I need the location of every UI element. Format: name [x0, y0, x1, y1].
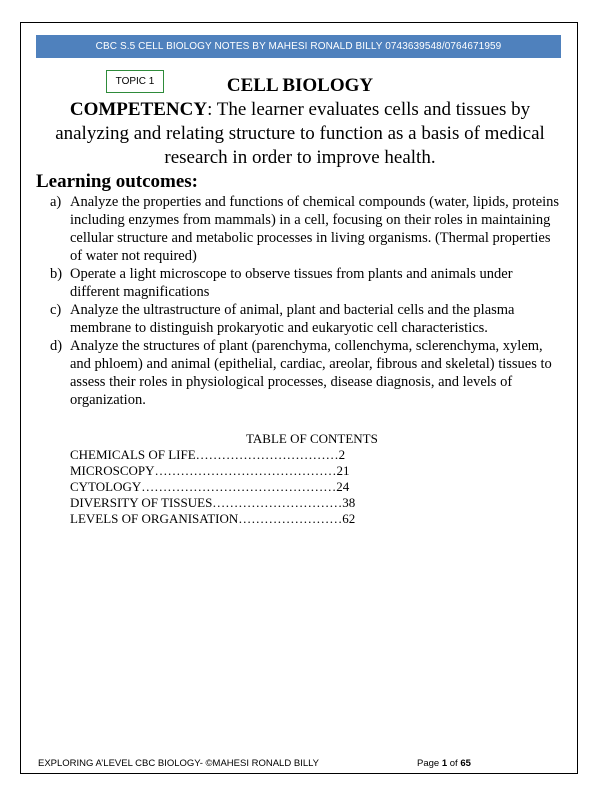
page-number	[417, 758, 471, 769]
toc-entry[interactable]: CHEMICALS OF LIFE……………………………2	[70, 447, 346, 462]
toc-entry[interactable]: DIVERSITY OF TISSUES…………………………38	[70, 495, 356, 510]
header-band	[36, 35, 561, 58]
header-text: CBC S.5 CELL BIOLOGY NOTES BY MAHESI RONALD BILLY 0743639548/0764671959	[95, 41, 502, 52]
list-marker: c)	[50, 302, 62, 318]
toc-entry[interactable]: MICROSCOPY……………………………………21	[70, 463, 350, 478]
list-item	[50, 265, 564, 301]
toc-title: TABLE OF CONTENTS	[246, 431, 378, 446]
topic-label	[106, 70, 164, 93]
list-marker: b)	[50, 266, 63, 282]
outcome-text: Analyze the ultrastructure of animal, plant and bacterial cells and the plasma membrane to distinguish prokaryotic and eukaryotic cell characteristics.	[70, 302, 515, 336]
page-prefix: Page	[417, 758, 442, 769]
page-title: CELL BIOLOGY	[226, 75, 374, 96]
list-marker: a)	[50, 194, 62, 210]
outcome-text: Operate a light microscope to observe tissues from plants and animals under different magnifications	[70, 266, 513, 300]
list-item	[50, 337, 564, 409]
toc-entry[interactable]: LEVELS OF ORGANISATION……………………62	[70, 511, 356, 526]
topic-label-text: TOPIC 1	[115, 76, 155, 87]
footer-credit: EXPLORING A’LEVEL CBC BIOLOGY- ©MAHESI RONALD BILLY	[38, 758, 320, 769]
competency-text: : The learner evaluates cells and tissues by analyzing and relating structure to function as a basis of medical research in order to improve health.	[55, 99, 545, 168]
list-item	[50, 193, 564, 265]
page-current: 1	[441, 758, 448, 769]
competency-label: COMPETENCY	[69, 99, 208, 120]
table-of-contents	[70, 447, 355, 527]
outcome-text: Analyze the structures of plant (parenchyma, collenchyma, sclerenchyma, xylem, and phloem) and animal (epithelial, cardiac, areolar, fibrous and skeletal) tissues to assess their roles in physiological processes, disease diagnosis, and levels of organization.	[70, 338, 552, 408]
list-marker: d)	[50, 338, 63, 354]
competency-statement	[36, 98, 564, 170]
learning-outcomes-list	[50, 193, 564, 409]
learning-outcomes-heading: Learning outcomes:	[36, 171, 199, 192]
page-separator: of	[447, 758, 461, 769]
page-total: 65	[460, 758, 471, 769]
list-item	[50, 301, 564, 337]
toc-entry[interactable]: CYTOLOGY………………………………………24	[70, 479, 350, 494]
outcome-text: Analyze the properties and functions of chemical compounds (water, lipids, proteins including enzymes from mammals) in a cell, focusing on their roles in maintaining cellular structure and metabolic processes in living organisms. (Thermal properties of water not required)	[70, 194, 560, 264]
